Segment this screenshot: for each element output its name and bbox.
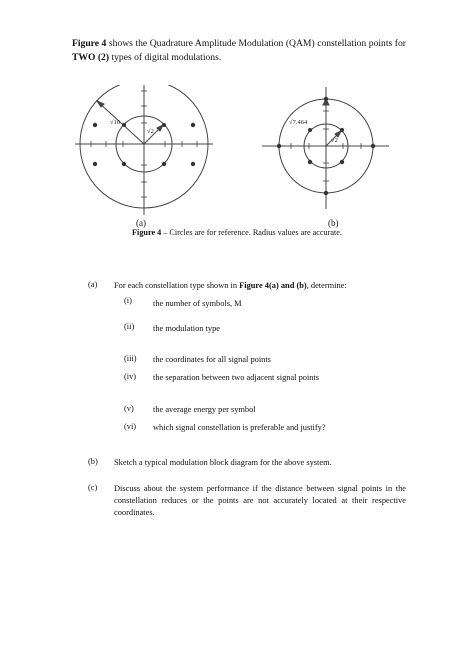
sub-item-text: the number of symbols, M (153, 299, 242, 308)
question-c-label: (c) (88, 483, 98, 492)
sub-item-number: (iv) (124, 372, 137, 381)
sub-item-number: (iii) (124, 354, 137, 363)
radius-label-a-outer: √10 (110, 119, 121, 126)
question-a-label: (a) (88, 280, 98, 289)
caption-figure-ref: Figure 4 (132, 228, 162, 237)
figure-label-b: (b) (328, 218, 339, 228)
question-a-stem-pre: For each constellation type shown in (114, 281, 240, 290)
question-b-label: (b) (88, 457, 98, 466)
sub-item-text: the modulation type (153, 324, 220, 333)
figure-label-a: (a) (136, 218, 146, 228)
sub-item-number: (vi) (124, 422, 137, 431)
question-a-stem-post: , determine: (306, 281, 347, 290)
intro-paragraph (72, 37, 406, 65)
sub-item-number: (v) (124, 404, 134, 413)
sub-item-text: which signal constellation is preferable and justify? (153, 423, 326, 432)
constellation-a (75, 85, 213, 215)
figure-caption (0, 228, 474, 237)
sub-item-number: (i) (124, 296, 132, 305)
intro-text-a: shows the Quadrature Amplitude Modulation (QAM) constellation points for (106, 38, 406, 49)
question-a-figure-ref: Figure 4(a) and (b) (239, 281, 307, 290)
sub-item-text: the separation between two adjacent signal points (153, 373, 320, 382)
sub-item-number: (ii) (124, 322, 135, 331)
radius-label-b-outer: √7.464 (289, 119, 308, 126)
question-a-stem (114, 280, 347, 291)
outer-radius-arrow (97, 101, 144, 144)
question-c-text: Discuss about the system performance if the distance between signal points in the constellation reduces or the points are not accurately located at their respective coordinates. (114, 484, 406, 517)
constellation-b (262, 87, 389, 209)
question-b-text: Sketch a typical modulation block diagram for the above system. (114, 458, 332, 467)
caption-text: – Circles are for reference. Radius values are accurate. (161, 228, 342, 237)
radius-label-b-inner: √2 (331, 137, 338, 144)
sub-item-text: the average energy per symbol (153, 405, 256, 414)
sub-item-text: the coordinates for all signal points (153, 355, 271, 364)
constellation-figure (0, 85, 474, 235)
radius-label-a-inner: √2 (147, 128, 154, 135)
intro-two-ref: TWO (2) (72, 52, 110, 63)
intro-text-b: types of digital modulations. (109, 52, 222, 63)
intro-figure-ref: Figure 4 (72, 38, 107, 49)
